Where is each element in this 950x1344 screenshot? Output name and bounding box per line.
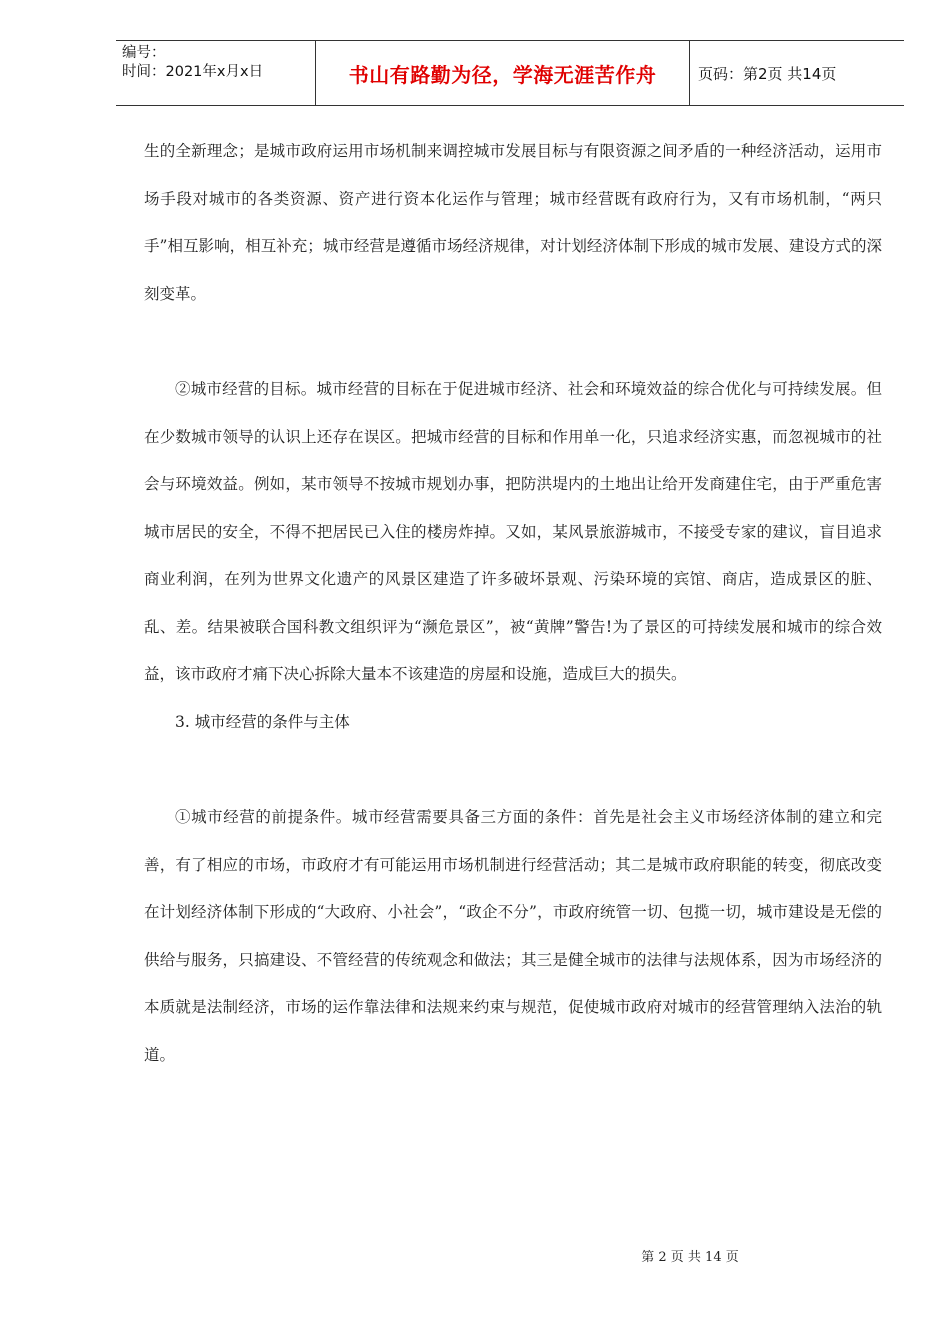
section-heading-3: 3. 城市经营的条件与主体: [175, 712, 350, 731]
paragraph-2: ②城市经营的目标。城市经营的目标在于促进城市经济、社会和环境效益的综合优化与可持续发展。但在少数城市领导的认识上还存在误区。把城市经营的目标和作用单一化，只追求经济实惠，而忽视城市的社会与环境效益。例如，某市领导不按城市规划办事，把防洪堤内的土地出让给开发商建住宅，由于严重危害城市居民的安全，不得不把居民已入住的楼房炸掉。又如，某风景旅游城市，不接受专家的建议，盲目追求商业利润，在列为世界文化遗产的风景区建造了许多破坏景观、污染环境的宾馆、商店，造成景区的脏、乱、差。结果被联合国科教文组织评为“濒危景区”，被“黄牌”警告!为了景区的可持续发展和城市的综合效益，该市政府才痛下决心拆除大量本不该建造的房屋和设施，造成巨大的损失。: [144, 380, 882, 683]
paragraph-3: ①城市经营的前提条件。城市经营需要具备三方面的条件：首先是社会主义市场经济体制的建立和完善，有了相应的市场，市政府才有可能运用市场机制进行经营活动；其二是城市政府职能的转变，彻底改变在计划经济体制下形成的“大政府、小社会”，“政企不分”，市政府统管一切、包揽一切，城市建设是无偿的供给与服务，只搞建设、不管经营的传统观念和做法；其三是健全城市的法律与法规体系，因为市场经济的本质就是法制经济，市场的运作靠法律和法规来约束与规范，促使城市政府对城市的经营管理纳入法治的轨道。: [144, 808, 882, 1064]
paragraph-1: 生的全新理念；是城市政府运用市场机制来调控城市发展目标与有限资源之间矛盾的一种经济活动，运用市场手段对城市的各类资源、资产进行资本化运作与管理；城市经营既有政府行为，又有市场机制，“两只手”相互影响，相互补充；城市经营是遵循市场经济规律，对计划经济体制下形成的城市发展、建设方式的深刻变革。: [144, 142, 882, 303]
page-header: [116, 40, 904, 106]
header-meta: [116, 41, 316, 105]
spacer: [144, 318, 882, 366]
document-body: [144, 128, 882, 1079]
time-label: 时间：2021年x月x日: [122, 64, 264, 80]
code-label: 编号：: [122, 45, 166, 61]
header-motto: 书山有路勤为径，学海无涯苦作舟: [316, 41, 690, 105]
header-page-info: 页码：第2页 共14页: [698, 64, 837, 83]
page-footer: 第 2 页 共 14 页: [641, 1250, 739, 1265]
spacer: [144, 746, 882, 794]
